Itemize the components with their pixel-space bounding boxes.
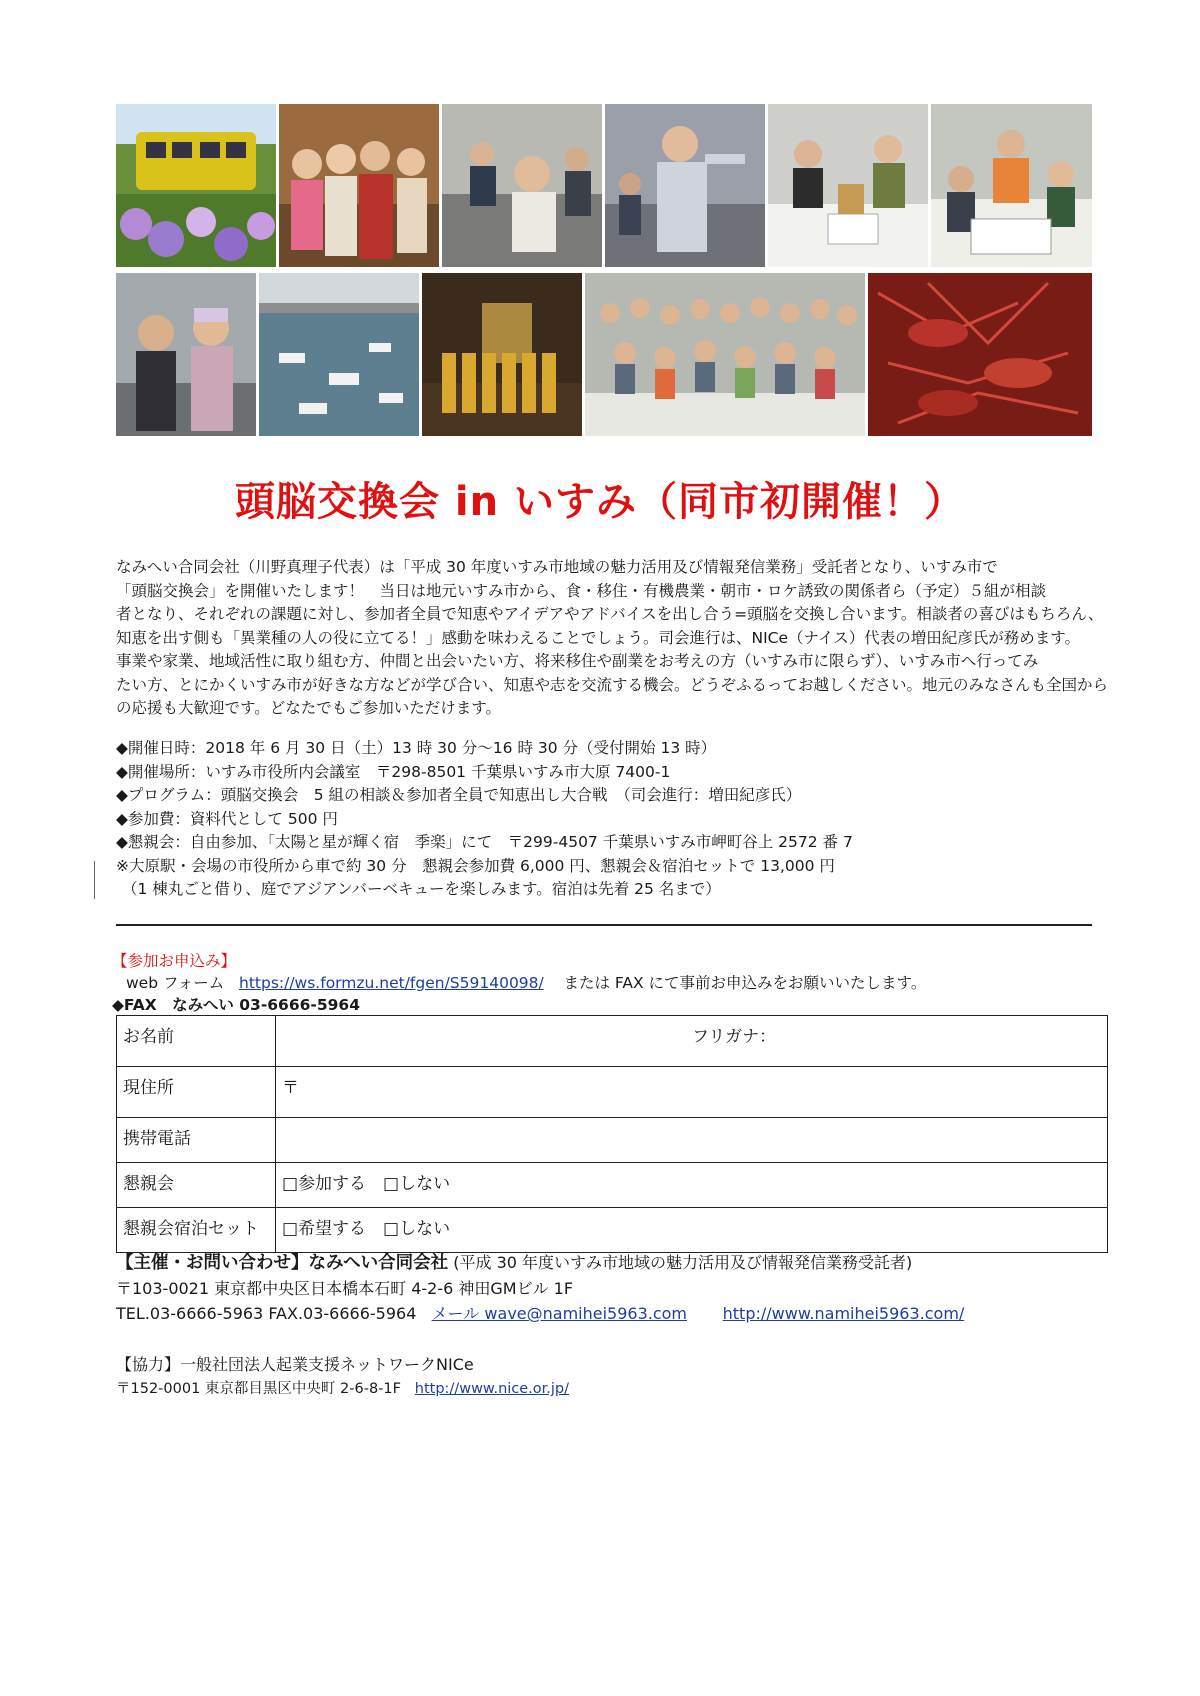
- photo-group-aprons: [279, 104, 439, 267]
- detail-stay-note: （1 棟丸ごと借り、庭でアジアンバーベキューを楽しみます。宿泊は先着 25 名まで）: [122, 880, 721, 898]
- cooperation-url-link[interactable]: http://www.nice.or.jp/: [414, 1381, 570, 1397]
- name-field[interactable]: [276, 1016, 1108, 1067]
- form-row-name: [117, 1016, 1108, 1067]
- photo-discussion: [931, 104, 1092, 267]
- intro-line: たい方、とにかくいすみ市が好きな方などが学び合い、知恵や志を交流する機会。どうぞふるってお越しください。地元のみなさんも全国から: [116, 675, 1109, 694]
- photo-workshop-table: [768, 104, 928, 267]
- detail-date: ◆開催日時：2018 年 6 月 30 日（土）13 時 30 分～16 時 30 分（受付開始 13 時）: [116, 739, 717, 757]
- phone-label: 携帯電話: [117, 1118, 276, 1163]
- page-title: 頭脳交換会 in いすみ（同市初開催！）: [234, 479, 966, 525]
- web-form-link[interactable]: https://ws.formzu.net/fgen/S59140098/: [239, 974, 544, 992]
- fax-number: ◆FAX なみへい 03-6666-5964: [112, 996, 360, 1014]
- detail-access: ※大原駅・会場の市役所から車で約 30 分 懇親会参加費 6,000 円、懇親会＆宿泊セットで 13,000 円: [116, 856, 835, 875]
- organizer-note: (平成 30 年度いすみ市地域の魅力活用及び情報発信業務受託者): [453, 1253, 913, 1272]
- intro-line: 事業や家業、地域活性に取り組む方、仲間と出会いたい方、将来移住や副業をお考えの方（いすみ市に限らず）、いすみ市へ行ってみ: [116, 652, 1039, 670]
- divider: [116, 924, 1092, 926]
- photo-local-women: [116, 273, 256, 436]
- organizer-telfax: TEL.03-6666-5963 FAX.03-6666-5964: [116, 1304, 417, 1323]
- organizer-mail-link[interactable]: メール wave@namihei5963.com: [431, 1304, 688, 1323]
- photo-group-participants: [585, 273, 865, 436]
- application-heading: 【参加お申込み】: [112, 952, 237, 970]
- event-details: [116, 737, 1096, 902]
- form-row-phone: [117, 1118, 1108, 1163]
- detail-fee: ◆参加費：資料代として 500 円: [116, 809, 338, 828]
- stay-label: 懇親会宿泊セット: [117, 1208, 276, 1253]
- web-form-label: web フォーム: [126, 974, 225, 992]
- photo-lobsters: [868, 273, 1092, 436]
- application-section: [112, 950, 1092, 1016]
- photo-bottles: [422, 273, 582, 436]
- intro-line: 「頭脳交換会」を開催いたします！ 当日は地元いすみ市から、食・移住・有機農業・朝市・ロケ誘致の関係者ら（予定）５組が相談: [116, 581, 1047, 600]
- intro-line: 者となり、それぞれの課題に対し、参加者全員で知恵やアイデアやアドバイスを出し合う=頭脳を交換し合います。相談者の喜びはもちろん、: [116, 605, 1104, 623]
- name-label: お名前: [117, 1016, 276, 1067]
- photo-boats-harbor: [259, 273, 419, 436]
- form-row-address: [117, 1067, 1108, 1118]
- intro-line: なみへい合同会社（川野真理子代表）は「平成 30 年度いすみ市地域の魅力活用及び情報発信業務」受託者となり、いすみ市で: [116, 558, 998, 576]
- address-label: 現住所: [117, 1067, 276, 1118]
- cooperation-address: 〒152-0001 東京都目黒区中央町 2-6-8-1F: [116, 1381, 401, 1397]
- detail-program: ◆プログラム：頭脳交換会 5 組の相談＆参加者全員で知恵出し大合戦 （司会進行：増田紀彦氏）: [116, 786, 802, 804]
- photo-meeting-mic: [442, 104, 602, 267]
- web-form-suffix: または FAX にて事前お申込みをお願いいたします。: [563, 974, 927, 992]
- photo-speaker: [605, 104, 765, 267]
- cooperation-label: 【協力】一般社団法人起業支援ネットワークNICe: [116, 1355, 474, 1374]
- stay-checkboxes[interactable]: □希望する □しない: [276, 1208, 1108, 1253]
- photo-train-hydrangea: [116, 104, 276, 267]
- form-row-party: [117, 1163, 1108, 1208]
- detail-venue: ◆開催場所：いすみ市役所内会議室 〒298-8501 千葉県いすみ市大原 7400-1: [116, 762, 671, 781]
- furigana-label: フリガナ：: [692, 1027, 777, 1047]
- intro-text: [116, 556, 1109, 721]
- phone-field[interactable]: [276, 1118, 1108, 1163]
- address-field[interactable]: 〒: [276, 1067, 1108, 1118]
- intro-line: 知恵を出す側も「異業種の人の役に立てる！」感動を味わえることでしょう。司会進行は、NICe（ナイス）代表の増田紀彦氏が務めます。: [116, 628, 1081, 647]
- organizer-line: [116, 1250, 1116, 1276]
- cooperation-info: [116, 1352, 1116, 1402]
- margin-mark: [94, 861, 95, 899]
- organizer-info: [116, 1250, 1116, 1326]
- organizer-url-link[interactable]: http://www.namihei5963.com/: [722, 1304, 965, 1323]
- detail-party: ◆懇親会：自由参加、「太陽と星が輝く宿 季楽」にて 〒299-4507 千葉県いすみ市岬町谷上 2572 番 7: [116, 833, 853, 851]
- party-checkboxes[interactable]: □参加する □しない: [276, 1163, 1108, 1208]
- web-form-line: [126, 972, 1092, 994]
- organizer-address: 〒103-0021 東京都中央区日本橋本石町 4-2-6 神田GMビル 1F: [116, 1279, 574, 1298]
- organizer-label: 【主催・お問い合わせ】なみへい合同会社: [116, 1253, 449, 1273]
- form-row-stay: [117, 1208, 1108, 1253]
- photo-collage: [116, 104, 1092, 436]
- intro-line: の応援も大歓迎です。どなたでもご参加いただけます。: [116, 699, 502, 717]
- organizer-contact: [116, 1301, 1116, 1326]
- party-label: 懇親会: [117, 1163, 276, 1208]
- application-form: [116, 1015, 1108, 1253]
- cooperation-line: [116, 1377, 1116, 1402]
